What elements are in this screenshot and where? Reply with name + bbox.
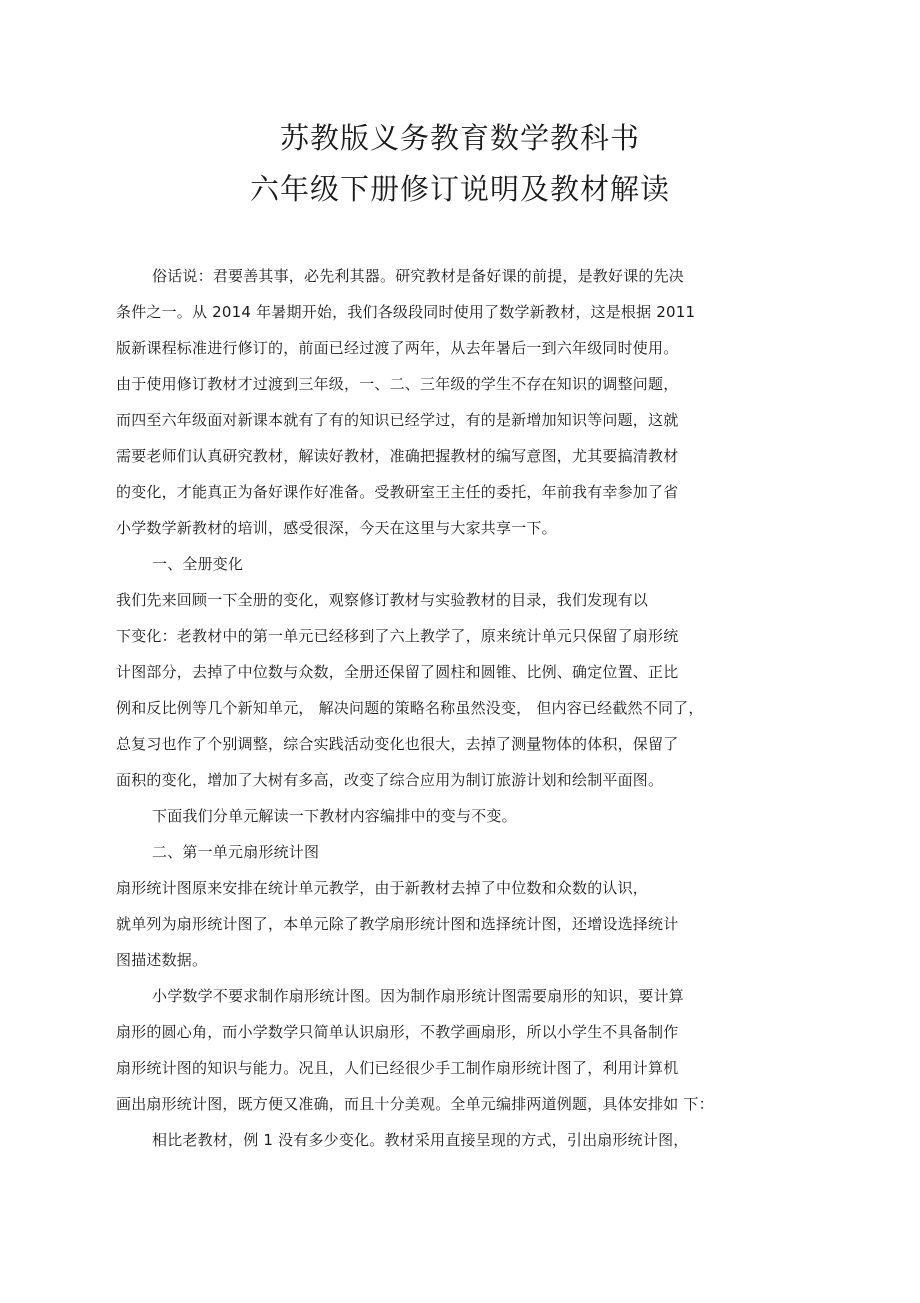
paragraph-line: 而四至六年级面对新课本就有了有的知识已经学过，有的是新增加知识等问题，这就 bbox=[116, 411, 679, 429]
paragraph-line: 条件之一。从 2014 年暑期开始，我们各级段同时使用了数学新教材，这是根据 2011 bbox=[116, 303, 696, 321]
paragraph-line: 由于使用修订教材才过渡到三年级，一、二、三年级的学生不存在知识的调整问题， bbox=[116, 375, 679, 393]
paragraph-line: 就单列为扇形统计图了，本单元除了教学扇形统计图和选择统计图，还增设选择统计 bbox=[116, 915, 679, 933]
document-title-line-2: 六年级下册修订说明及教材解读 bbox=[249, 172, 670, 206]
paragraph-line: 扇形的圆心角，而小学数学只简单认识扇形，不教学画扇形，所以小学生不具备制作 bbox=[116, 1023, 679, 1041]
paragraph-line: 需要老师们认真研究教材，解读好教材，准确把握教材的编写意图，尤其要搞清教材 bbox=[116, 447, 679, 465]
paragraph-line: 下面我们分单元解读一下教材内容编排中的变与不变。 bbox=[152, 807, 517, 825]
section-heading-1: 一、全册变化 bbox=[152, 555, 244, 573]
paragraph-line: 计图部分，去掉了中位数与众数，全册还保留了圆柱和圆锥、比例、确定位置、正比 bbox=[116, 663, 679, 681]
paragraph-line: 总复习也作了个别调整，综合实践活动变化也很大，去掉了测量物体的体积，保留了 bbox=[116, 735, 679, 753]
paragraph-line: 小学数学新教材的培训，感受很深，今天在这里与大家共享一下。 bbox=[116, 519, 557, 537]
paragraph-line: 图描述数据。 bbox=[116, 951, 208, 969]
paragraph-line: 下变化：老教材中的第一单元已经移到了六上教学了，原来统计单元只保留了扇形统 bbox=[116, 627, 679, 645]
document-title-line-1: 苏教版义务教育数学教科书 bbox=[279, 121, 640, 155]
paragraph-line: 扇形统计图原来安排在统计单元教学，由于新教材去掉了中位数和众数的认识， bbox=[116, 879, 649, 897]
paragraph-line: 面积的变化，增加了大树有多高，改变了综合应用为制订旅游计划和绘制平面图。 bbox=[116, 771, 664, 789]
paragraph-line: 扇形统计图的知识与能力。况且，人们已经很少手工制作扇形统计图了，利用计算机 bbox=[116, 1059, 679, 1077]
paragraph-line: 俗话说：君要善其事，必先利其器。研究教材是备好课的前提，是教好课的先决 bbox=[152, 267, 685, 285]
paragraph-line: 版新课程标准进行修订的，前面已经过渡了两年，从去年暑后一到六年级同时使用。 bbox=[116, 339, 679, 357]
section-heading-2: 二、第一单元扇形统计图 bbox=[152, 843, 320, 861]
paragraph-line: 的变化，才能真正为备好课作好准备。受教研室王主任的委托，年前我有幸参加了省 bbox=[116, 483, 679, 501]
paragraph-line: 例和反比例等几个新知单元， 解决问题的策略名称虽然没变， 但内容已经截然不同了， bbox=[116, 699, 704, 717]
paragraph-line: 相比老教材，例 1 没有多少变化。教材采用直接呈现的方式，引出扇形统计图， bbox=[152, 1131, 689, 1149]
paragraph-line: 画出扇形统计图，既方便又准确，而且十分美观。全单元编排两道例题，具体安排如 下： bbox=[116, 1095, 714, 1113]
paragraph-line: 我们先来回顾一下全册的变化，观察修订教材与实验教材的目录，我们发现有以 bbox=[116, 591, 649, 609]
paragraph-line: 小学数学不要求制作扇形统计图。因为制作扇形统计图需要扇形的知识，要计算 bbox=[152, 987, 685, 1005]
